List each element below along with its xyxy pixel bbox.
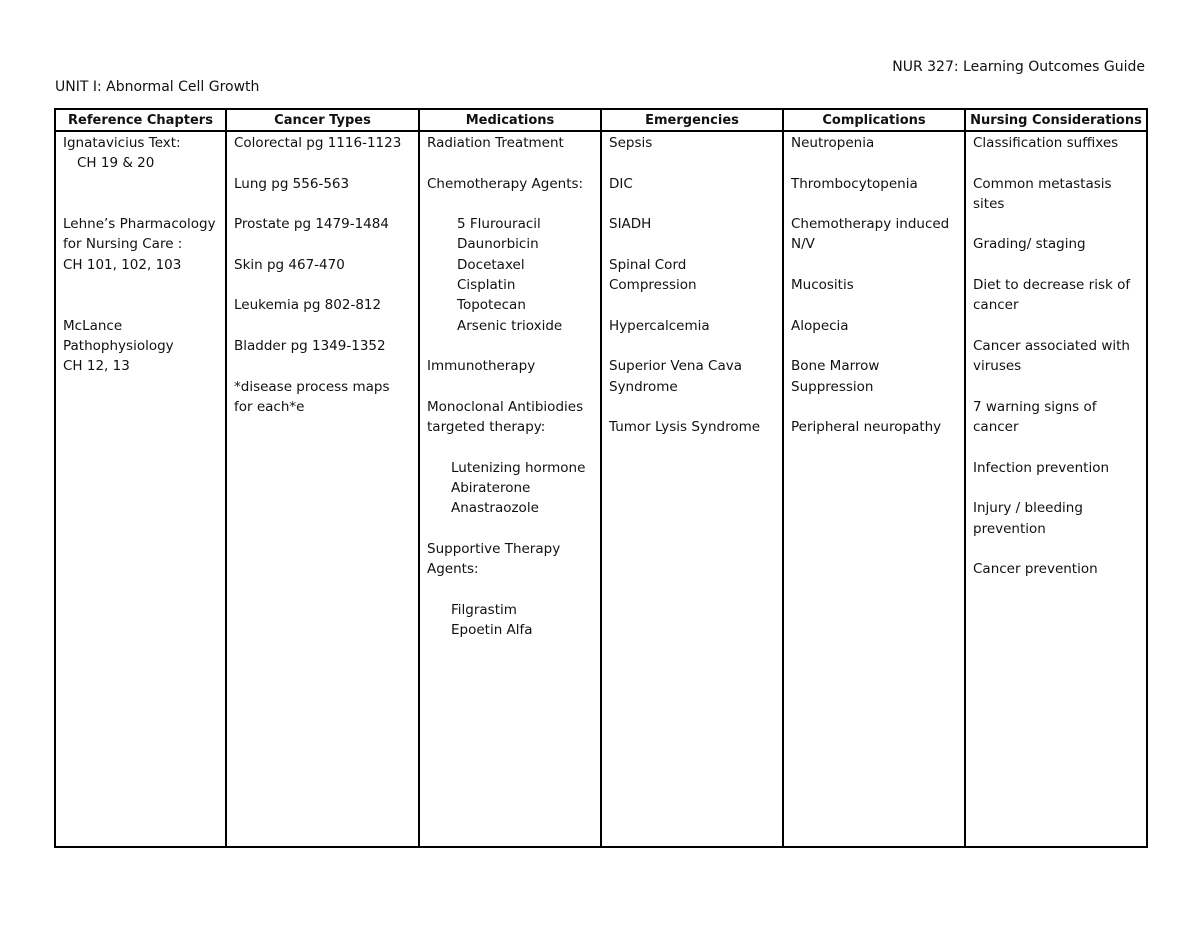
complication-bone-marrow: Bone Marrow bbox=[791, 358, 880, 375]
cancer-skin: Skin pg 467-470 bbox=[234, 256, 345, 273]
med-monoclonal: Monoclonal Antibiodies bbox=[427, 398, 584, 415]
table-header-row bbox=[55, 109, 1147, 131]
reference-ignatavicius: Ignatavicius Text: bbox=[63, 135, 181, 151]
reference-mclance-chapters: CH 12, 13 bbox=[63, 358, 130, 375]
table-body-row bbox=[55, 131, 1147, 847]
med-supportive-line-2: Agents: bbox=[427, 561, 479, 578]
nursing-metastasis: Common metastasis bbox=[973, 175, 1112, 192]
emergency-dic: DIC bbox=[609, 175, 633, 192]
reference-mclance: McLance bbox=[63, 317, 123, 334]
reference-chapters-cell bbox=[55, 131, 226, 847]
reference-lehne: Lehne’s Pharmacology bbox=[63, 216, 216, 233]
header-complications: Complications bbox=[783, 109, 965, 131]
med-chemo-agent: Docetaxel bbox=[457, 256, 525, 273]
nursing-metastasis-line-2: sites bbox=[973, 195, 1005, 212]
complication-cinv: Chemotherapy induced bbox=[791, 216, 950, 233]
complication-neutropenia: Neutropenia bbox=[791, 135, 875, 151]
nursing-diet-line-2: cancer bbox=[973, 297, 1019, 314]
emergency-sepsis: Sepsis bbox=[609, 135, 653, 151]
med-supportive-agent: Epoetin Alfa bbox=[451, 622, 533, 639]
med-chemo-agent: Daunorbicin bbox=[457, 236, 539, 253]
med-immunotherapy: Immunotherapy bbox=[427, 358, 536, 375]
complications-cell bbox=[783, 131, 965, 847]
complication-cinv-line-2: N/V bbox=[791, 236, 815, 253]
complication-alopecia: Alopecia bbox=[791, 317, 849, 334]
cancer-types-cell bbox=[226, 131, 419, 847]
nursing-viruses: Cancer associated with bbox=[973, 337, 1130, 354]
nursing-grading: Grading/ staging bbox=[973, 236, 1086, 253]
unit-title: UNIT I: Abnormal Cell Growth bbox=[55, 79, 260, 95]
learning-outcomes-table bbox=[54, 108, 1148, 848]
complication-mucositis: Mucositis bbox=[791, 277, 854, 294]
nursing-injury: Injury / bleeding bbox=[973, 500, 1083, 517]
nursing-infection: Infection prevention bbox=[973, 459, 1110, 476]
med-targeted-agent: Lutenizing hormone bbox=[451, 459, 586, 476]
header-medications: Medications bbox=[419, 109, 601, 131]
emergency-svc-line-2: Syndrome bbox=[609, 378, 678, 395]
reference-lehne-line-2: for Nursing Care : bbox=[63, 236, 183, 253]
cancer-bladder: Bladder pg 1349-1352 bbox=[234, 337, 386, 354]
header-emergencies: Emergencies bbox=[601, 109, 783, 131]
med-chemo-agent: Topotecan bbox=[457, 297, 526, 314]
med-targeted-agent: Abiraterone bbox=[451, 480, 531, 497]
med-radiation: Radiation Treatment bbox=[427, 135, 564, 151]
header-cancer-types: Cancer Types bbox=[226, 109, 419, 131]
cancer-colorectal: Colorectal pg 1116-1123 bbox=[234, 135, 402, 151]
med-chemo-agent: 5 Flurouracil bbox=[457, 216, 541, 233]
cancer-lung: Lung pg 556-563 bbox=[234, 175, 350, 192]
emergencies-cell bbox=[601, 131, 783, 847]
emergency-spinal-cord-line-2: Compression bbox=[609, 277, 697, 294]
med-monoclonal-line-2: targeted therapy: bbox=[427, 419, 546, 436]
cancer-prostate: Prostate pg 1479-1484 bbox=[234, 216, 389, 233]
header-nursing-considerations: Nursing Considerations bbox=[965, 109, 1147, 131]
nursing-considerations-cell bbox=[965, 131, 1147, 847]
emergency-svc: Superior Vena Cava bbox=[609, 358, 742, 375]
nursing-warning-signs-line-2: cancer bbox=[973, 419, 1019, 436]
header-reference-chapters: Reference Chapters bbox=[55, 109, 226, 131]
med-chemo-agent: Arsenic trioxide bbox=[457, 317, 563, 334]
nursing-viruses-line-2: viruses bbox=[973, 358, 1022, 375]
reference-mclance-line-2: Pathophysiology bbox=[63, 337, 174, 354]
emergency-spinal-cord: Spinal Cord bbox=[609, 256, 687, 273]
nursing-warning-signs: 7 warning signs of bbox=[973, 398, 1097, 415]
medications-cell bbox=[419, 131, 601, 847]
course-title: NUR 327: Learning Outcomes Guide bbox=[892, 59, 1145, 75]
complication-neuropathy: Peripheral neuropathy bbox=[791, 419, 942, 436]
cancer-leukemia: Leukemia pg 802-812 bbox=[234, 297, 382, 314]
med-chemo-heading: Chemotherapy Agents: bbox=[427, 175, 584, 192]
reference-lehne-chapters: CH 101, 102, 103 bbox=[63, 256, 182, 273]
nursing-injury-line-2: prevention bbox=[973, 520, 1046, 537]
cancer-note-line-2: for each*e bbox=[234, 398, 305, 415]
emergency-hypercalcemia: Hypercalcemia bbox=[609, 317, 710, 334]
emergency-tls: Tumor Lysis Syndrome bbox=[609, 419, 761, 436]
med-supportive-agent: Filgrastim bbox=[451, 601, 517, 618]
complication-thrombocytopenia: Thrombocytopenia bbox=[791, 175, 918, 192]
cancer-note: *disease process maps bbox=[234, 378, 390, 395]
emergency-siadh: SIADH bbox=[609, 216, 652, 233]
nursing-diet: Diet to decrease risk of bbox=[973, 277, 1131, 294]
nursing-suffixes: Classification suffixes bbox=[973, 135, 1119, 151]
med-chemo-agent: Cisplatin bbox=[457, 277, 516, 294]
med-targeted-agent: Anastraozole bbox=[451, 500, 539, 517]
med-supportive: Supportive Therapy bbox=[427, 540, 561, 557]
nursing-cancer-prevention: Cancer prevention bbox=[973, 561, 1098, 578]
complication-bone-marrow-line-2: Suppression bbox=[791, 378, 874, 395]
reference-ignatavicius-chapters: CH 19 & 20 bbox=[77, 155, 155, 172]
